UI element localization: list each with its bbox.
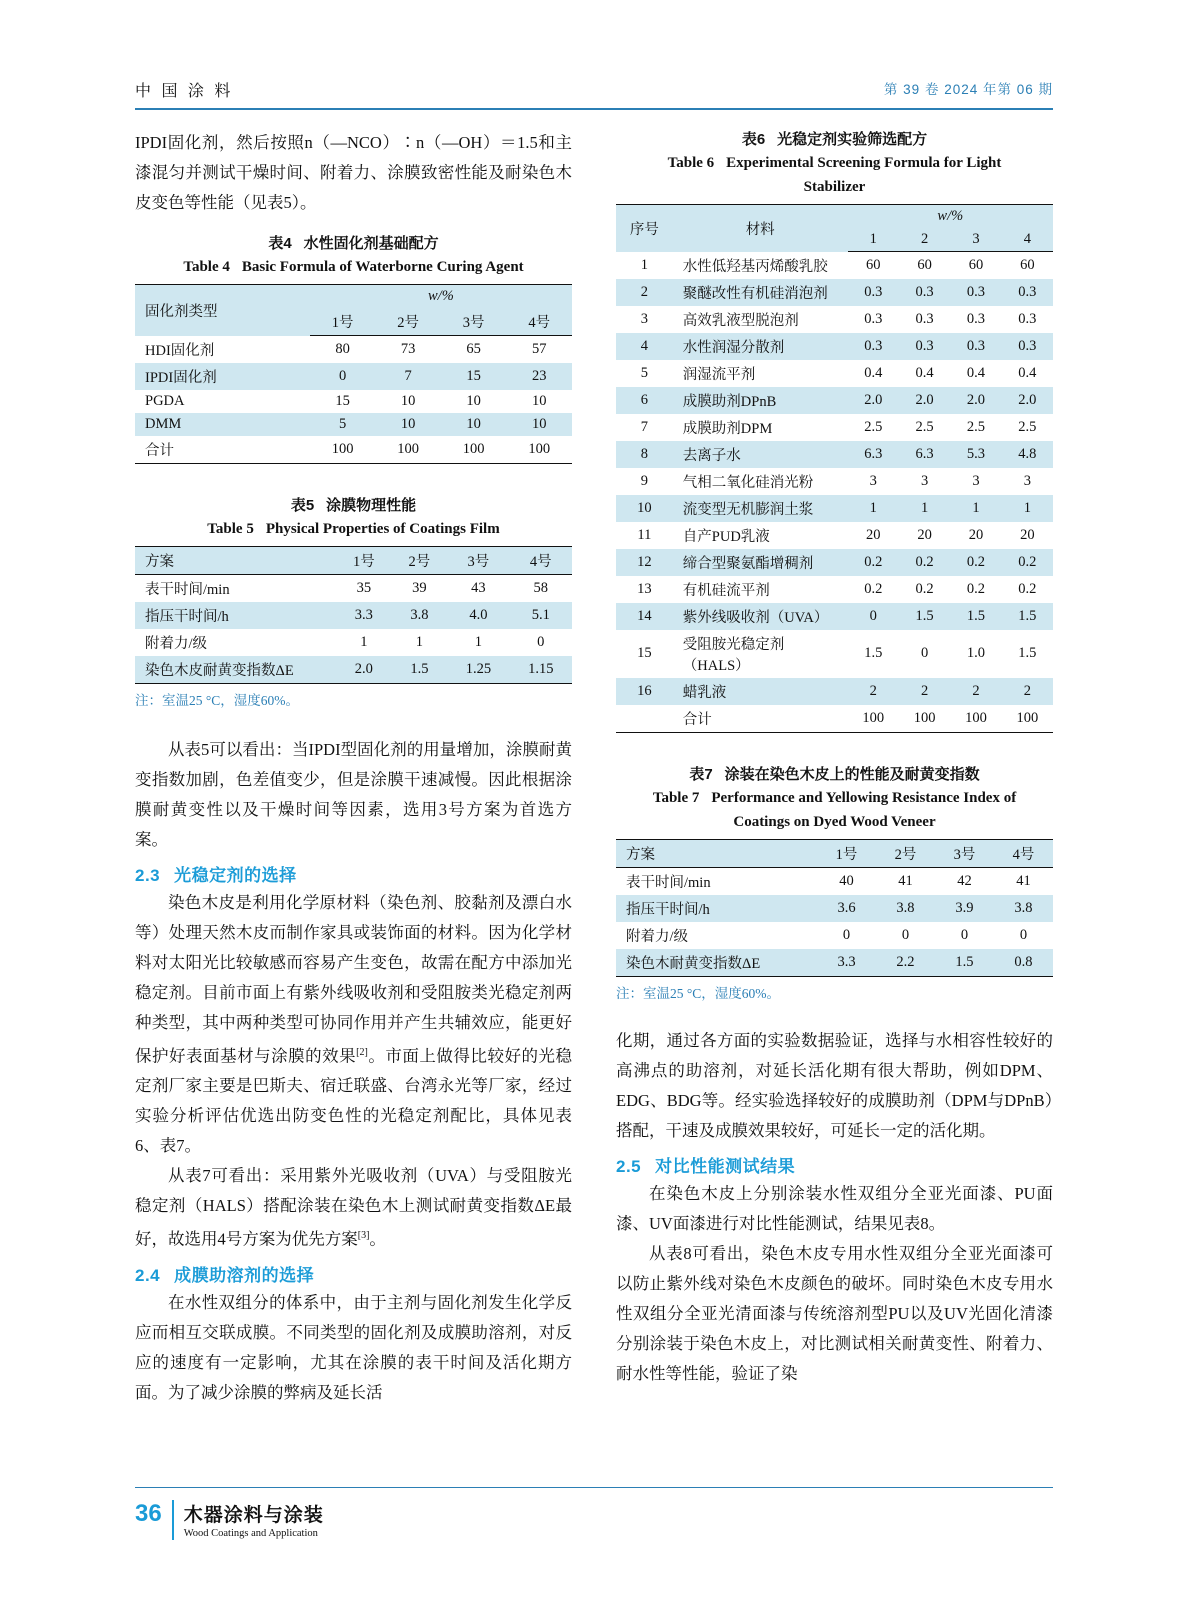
table-7-block bbox=[616, 763, 1053, 1002]
table-4 bbox=[135, 284, 572, 464]
table-7-r2-v3: 3.9 bbox=[935, 895, 994, 922]
table-6-r9-name: 气相二氧化硅消光粉 bbox=[682, 474, 814, 491]
table-6-r2-v2: 0.3 bbox=[899, 279, 950, 306]
table-6-r10-v3: 1 bbox=[950, 495, 1001, 522]
table-4-title-en: Basic Formula of Waterborne Curing Agent bbox=[241, 259, 524, 275]
table-row bbox=[616, 360, 1053, 387]
table-4-r3-v2: 10 bbox=[400, 392, 416, 409]
section-2-3-number: 2.3 bbox=[135, 865, 161, 885]
table-5-r2-name: 指压干时间/h bbox=[135, 602, 336, 629]
table-5-head-main: 方案 bbox=[135, 546, 336, 574]
table-row bbox=[616, 678, 1053, 705]
table-4-r5-name: 合计 bbox=[135, 436, 310, 464]
table-5-title-en: Physical Properties of Coatings Film bbox=[265, 520, 500, 537]
table-4-r2-v4: 23 bbox=[506, 363, 572, 390]
table-6-label-en: Table 6 bbox=[667, 155, 715, 171]
table-6-r16-v2: 2 bbox=[899, 678, 950, 705]
table-6-r5-name: 润湿流平剂 bbox=[682, 366, 756, 383]
paragraph-1: IPDI固化剂，然后按照n（—NCO）∶n（—OH）＝1.5和主漆混匀并测试干燥时间、附着力、涂膜致密性能及耐染色木皮变色等性能（见表5）。 bbox=[135, 133, 573, 212]
section-heading-2-4 bbox=[135, 1261, 572, 1286]
table-6-r15-v2: 0 bbox=[920, 645, 929, 661]
table-5-r1-v3: 43 bbox=[471, 579, 486, 596]
table-4-caption bbox=[135, 232, 572, 279]
table-6-block bbox=[616, 128, 1053, 733]
table-6-col-1: 1 bbox=[848, 228, 899, 252]
footer-title bbox=[184, 1500, 324, 1539]
section-2-5-number: 2.5 bbox=[616, 1156, 642, 1176]
reference-2: [2] bbox=[356, 1046, 368, 1058]
table-6-col-2: 2 bbox=[899, 228, 950, 252]
table-4-r3-name: PGDA bbox=[145, 392, 185, 409]
table-6-r4-name: 水性润湿分散剂 bbox=[673, 333, 848, 360]
table-6-r3-v1: 0.3 bbox=[864, 310, 883, 327]
table-row bbox=[616, 522, 1053, 549]
paragraph-2: 从表5可以看出：当IPDI型固化剂的用量增加，涂膜耐黄变指数加剧，色差值变少，但是涂膜干速减慢。因此根据涂膜耐黄变性以及干燥时间等因素，选用3号方案为首选方案。 bbox=[135, 739, 572, 849]
table-6-r13-v2: 0.2 bbox=[915, 580, 934, 597]
table-6-r17-name: 合计 bbox=[673, 705, 848, 733]
table-4-r4-v3: 10 bbox=[441, 413, 507, 436]
table-7-label-cn: 表7 bbox=[689, 765, 713, 783]
table-6-r2-name: 聚醚改性有机硅消泡剂 bbox=[673, 279, 848, 306]
table-6-r2-no: 2 bbox=[616, 279, 673, 306]
page-number: 36 bbox=[135, 1500, 162, 1527]
table-6-r10-no: 10 bbox=[616, 495, 673, 522]
table-row bbox=[616, 495, 1053, 522]
table-6-r3-v4: 0.3 bbox=[1018, 310, 1037, 327]
table-6-r14-no: 14 bbox=[616, 603, 673, 630]
table-6-r17-v4: 100 bbox=[1002, 705, 1053, 733]
table-6-r5-v1: 0.4 bbox=[864, 364, 883, 381]
table-6-r11-v3: 20 bbox=[968, 526, 984, 543]
table-6-r16-v4: 2 bbox=[1002, 678, 1053, 705]
table-6-r7-v4: 2.5 bbox=[1018, 418, 1037, 435]
table-6-r8-v2: 6.3 bbox=[899, 441, 950, 468]
table-6-r8-v3: 5.3 bbox=[950, 441, 1001, 468]
table-7-col-1: 1号 bbox=[817, 839, 876, 867]
table-6-r12-no: 12 bbox=[616, 549, 673, 576]
journal-name: 中 国 涂 料 bbox=[135, 83, 234, 100]
table-7-head-main: 方案 bbox=[616, 839, 817, 867]
table-row bbox=[135, 574, 572, 602]
table-6-r5-v4: 0.4 bbox=[1018, 364, 1037, 381]
table-row bbox=[135, 436, 572, 464]
section-2-4-number: 2.4 bbox=[135, 1265, 161, 1285]
table-7-r3-v3: 0 bbox=[960, 926, 969, 943]
table-6-r9-no: 9 bbox=[640, 472, 649, 489]
table-5-r3-v2: 1 bbox=[415, 633, 424, 650]
table-6-r7-name: 成膜助剂DPM bbox=[682, 420, 773, 437]
table-row bbox=[135, 629, 572, 656]
table-4-r5-v3: 100 bbox=[441, 436, 507, 464]
issue-info: 第 39 卷 2024 年第 06 期 bbox=[883, 82, 1053, 97]
table-7-r4-name: 染色木耐黄变指数ΔE bbox=[616, 949, 817, 977]
table-5-block bbox=[135, 494, 572, 709]
table-5-r2-v2: 3.8 bbox=[392, 602, 448, 629]
paragraph-4 bbox=[135, 1161, 572, 1255]
table-6-r3-name: 高效乳液型脱泡剂 bbox=[682, 312, 799, 329]
table-row bbox=[616, 922, 1053, 949]
footer-divider bbox=[135, 1487, 1053, 1488]
table-4-head-unit: w/% bbox=[310, 285, 572, 309]
table-6-r9-v3: 3 bbox=[972, 472, 980, 489]
table-6-r2-v4: 0.3 bbox=[1002, 279, 1053, 306]
table-4-col-1: 1号 bbox=[310, 308, 376, 336]
table-6-r6-name: 成膜助剂DPnB bbox=[673, 387, 848, 414]
table-4-head-type: 固化剂类型 bbox=[135, 285, 310, 336]
table-6-r11-v4: 20 bbox=[1020, 526, 1035, 543]
table-4-r5-v1: 100 bbox=[310, 436, 376, 464]
table-6-r4-v3: 0.3 bbox=[950, 333, 1001, 360]
table-6-r10-v4: 1 bbox=[1002, 495, 1053, 522]
table-7-note: 注：室温25 °C，湿度60%。 bbox=[616, 985, 781, 1001]
section-heading-2-5 bbox=[616, 1152, 1053, 1177]
header-divider bbox=[135, 108, 1053, 110]
table-row bbox=[135, 285, 572, 309]
table-6-r1-v4: 60 bbox=[1020, 256, 1035, 273]
table-row bbox=[135, 390, 572, 413]
table-6-r8-no: 8 bbox=[616, 441, 673, 468]
paragraph-6: 化期，通过各方面的实验数据验证，选择与水相容性较好的高沸点的助溶剂，对延长活化期有很大帮助，例如DPM、EDG、BDG等。经实验选择较好的成膜助剂（DPM与DPnB）搭配，干速及成膜效果较好，可延长一定的活化期。 bbox=[616, 1030, 1053, 1140]
table-4-r3-v1: 15 bbox=[335, 392, 350, 409]
table-5-col-4: 4号 bbox=[510, 546, 572, 574]
table-7-title-en: Performance and Yellowing Resistance Index of Coatings on Dyed Wood Veneer bbox=[711, 789, 1017, 830]
table-6-r9-v4: 3 bbox=[1023, 472, 1031, 489]
table-row bbox=[616, 441, 1053, 468]
page-footer bbox=[135, 1500, 1053, 1540]
footer-title-cn: 木器涂料与涂装 bbox=[183, 1505, 324, 1526]
table-6-r1-no: 1 bbox=[640, 256, 649, 273]
table-5-r4-v1: 2.0 bbox=[336, 656, 392, 684]
table-4-title-cn: 水性固化剂基础配方 bbox=[303, 235, 439, 252]
table-7-r1-v1: 40 bbox=[839, 872, 854, 889]
table-4-col-2: 2号 bbox=[375, 308, 441, 336]
table-6-r7-v2: 2.5 bbox=[915, 418, 934, 435]
table-row bbox=[616, 867, 1053, 895]
table-5-label-en: Table 5 bbox=[207, 520, 254, 537]
paragraph-3-main: 染色木皮是利用化学原材料（染色剂、胶黏剂及漂白水等）处理天然木皮而制作家具或装饰面的材料。因为化学材料对太阳光比较敏感而容易产生变色，故需在配方中添加光稳定剂。目前市面上有紫外线吸收剂和受阻胺类光稳定剂两种类型，其中两种类型可协同作用并产生共辅效应，能更好保护好表面基材与涂膜的效果 bbox=[135, 892, 572, 1065]
table-6-r17-v1: 100 bbox=[848, 705, 899, 733]
table-6-r15-v1: 1.5 bbox=[864, 645, 883, 661]
table-7-r2-v2: 3.8 bbox=[876, 895, 935, 922]
table-6-r15-name: 受阻胺光稳定剂（HALS） bbox=[682, 636, 785, 674]
table-6-r7-v1: 2.5 bbox=[864, 418, 883, 435]
paragraph-3 bbox=[135, 888, 572, 1162]
table-4-col-4: 4号 bbox=[506, 308, 572, 336]
table-6-r13-v1: 0.2 bbox=[864, 580, 883, 597]
page-header bbox=[135, 78, 1053, 101]
table-6-title-cn: 光稳定剂实验筛选配方 bbox=[777, 131, 928, 148]
table-6-r10-name: 流变型无机膨润土浆 bbox=[673, 495, 848, 522]
table-6-r6-no: 6 bbox=[616, 387, 673, 414]
section-heading-2-3 bbox=[135, 861, 572, 886]
table-6-r8-name: 去离子水 bbox=[673, 441, 848, 468]
table-6-r9-v2: 3 bbox=[920, 472, 929, 489]
table-7-r4-v3: 1.5 bbox=[935, 949, 994, 977]
table-4-block bbox=[135, 232, 572, 464]
table-6-r12-v1: 0.2 bbox=[848, 549, 899, 576]
table-5-r4-v4: 1.15 bbox=[510, 656, 572, 684]
table-4-r3-v4: 10 bbox=[531, 392, 547, 409]
table-6-r13-no: 13 bbox=[637, 580, 652, 597]
table-row bbox=[616, 630, 1053, 678]
table-5-col-2: 2号 bbox=[392, 546, 448, 574]
table-4-r2-v3: 15 bbox=[441, 363, 507, 390]
paragraph-4-main: 从表7可看出：采用紫外光吸收剂（UVA）与受阻胺光稳定剂（HALS）搭配涂装在染色木上测试耐黄变指数ΔE最好，故选用4号方案为优先方案 bbox=[135, 1166, 572, 1249]
table-5-r4-v3: 1.25 bbox=[447, 656, 509, 684]
table-6-r11-v2: 20 bbox=[917, 526, 932, 543]
table-6-r5-no: 5 bbox=[640, 364, 649, 381]
table-4-r1-v3: 65 bbox=[466, 340, 481, 357]
table-row bbox=[135, 602, 572, 629]
paragraph-3-cont: 。市面上做得比较好的光稳定剂厂家主要是巴斯夫、宿迁联盛、台湾永光等厂家，经过实验分析评估优选出防变色性的光稳定剂配比，具体见表6、表7。 bbox=[135, 1046, 573, 1155]
table-6-r16-v3: 2 bbox=[950, 678, 1001, 705]
table-6-r3-no: 3 bbox=[640, 310, 649, 327]
footer-title-en: Wood Coatings and Application bbox=[183, 1528, 318, 1539]
table-7-r3-v2: 0 bbox=[901, 926, 910, 943]
table-5-note: 注：室温25 °C，湿度60%。 bbox=[135, 692, 300, 708]
table-6-r6-v4: 2.0 bbox=[1002, 387, 1053, 414]
table-4-r1-v1: 80 bbox=[335, 340, 350, 357]
table-4-r1-name: HDI固化剂 bbox=[145, 342, 215, 359]
table-6-r17-v3: 100 bbox=[950, 705, 1001, 733]
table-row bbox=[616, 705, 1053, 733]
table-row bbox=[135, 413, 572, 436]
table-6-r8-v1: 6.3 bbox=[848, 441, 899, 468]
paragraph-5: 在水性双组分的体系中，由于主剂与固化剂发生化学反应而相互交联成膜。不同类型的固化剂及成膜助溶剂，对反应的速度有一定影响，尤其在涂膜的表干时间及活化期方面。为了减少涂膜的弊病及延长活 bbox=[135, 1292, 572, 1402]
table-7-label-en: Table 7 bbox=[652, 789, 700, 806]
table-4-r4-v1: 5 bbox=[310, 413, 376, 436]
table-6-r1-v3: 60 bbox=[968, 256, 984, 273]
reference-3: [3] bbox=[357, 1230, 370, 1241]
table-6-r13-name: 有机硅流平剂 bbox=[682, 582, 770, 599]
table-4-r4-name: DMM bbox=[135, 413, 310, 436]
table-6-r14-v1: 0 bbox=[848, 603, 899, 630]
table-6-r2-v3: 0.3 bbox=[950, 279, 1001, 306]
table-5 bbox=[135, 546, 572, 684]
table-6-r8-v4: 4.8 bbox=[1002, 441, 1053, 468]
table-6-r15-v3: 1.0 bbox=[966, 645, 986, 661]
table-6-r5-v2: 0.4 bbox=[915, 364, 934, 381]
table-5-title-cn: 涂膜物理性能 bbox=[326, 496, 417, 514]
table-6-r17-no bbox=[616, 705, 673, 733]
table-row bbox=[135, 336, 572, 363]
table-row bbox=[616, 414, 1053, 441]
table-6-r6-v1: 2.0 bbox=[848, 387, 899, 414]
table-6-r4-v1: 0.3 bbox=[848, 333, 899, 360]
table-6-col-4: 4 bbox=[1002, 228, 1053, 252]
table-7-r1-name: 表干时间/min bbox=[626, 874, 711, 891]
table-4-r2-name: IPDI固化剂 bbox=[135, 363, 310, 390]
table-6-r12-v4: 0.2 bbox=[1002, 549, 1053, 576]
table-4-r1-v2: 73 bbox=[400, 340, 416, 357]
table-6-r4-no: 4 bbox=[616, 333, 673, 360]
table-4-r5-v4: 100 bbox=[506, 436, 572, 464]
table-5-col-1: 1号 bbox=[336, 546, 392, 574]
table-4-r4-v2: 10 bbox=[375, 413, 441, 436]
table-7-r2-v4: 3.8 bbox=[994, 895, 1053, 922]
table-6-r7-no: 7 bbox=[640, 418, 649, 435]
table-6-r13-v4: 0.2 bbox=[1018, 580, 1037, 597]
table-5-r1-v2: 39 bbox=[412, 579, 427, 596]
table-row bbox=[616, 949, 1053, 977]
table-4-r1-v4: 57 bbox=[531, 340, 547, 357]
table-row bbox=[616, 603, 1053, 630]
table-6-r12-v3: 0.2 bbox=[950, 549, 1001, 576]
table-5-r3-v4: 0 bbox=[537, 633, 545, 650]
table-7-col-2: 2号 bbox=[876, 839, 935, 867]
table-6-r7-v3: 2.5 bbox=[966, 418, 986, 435]
table-5-r4-name: 染色木皮耐黄变指数ΔE bbox=[135, 656, 336, 684]
right-column bbox=[616, 128, 1053, 1389]
table-6-r3-v2: 0.3 bbox=[915, 310, 934, 327]
table-5-r1-v1: 35 bbox=[356, 579, 372, 596]
table-6-r5-v3: 0.4 bbox=[966, 364, 986, 381]
table-5-r2-v4: 5.1 bbox=[510, 602, 572, 629]
table-6-r10-v2: 1 bbox=[899, 495, 950, 522]
table-7-r1-v2: 41 bbox=[898, 872, 913, 889]
table-6-title-en: Experimental Screening Formula for Light Stabilizer bbox=[726, 155, 1002, 195]
table-5-r1-name: 表干时间/min bbox=[145, 581, 230, 598]
paragraph-8: 从表8可看出，染色木皮专用水性双组分全亚光面漆可以防止紫外线对染色木皮颜色的破坏。同时染色木皮专用水性双组分全亚光清面漆与传统溶剂型PU以及UV光固化清漆分别涂装于染色木皮上，对比测试相关耐黄变性、附着力、耐水性等性能，验证了染 bbox=[616, 1243, 1053, 1383]
table-row bbox=[616, 839, 1053, 867]
table-row bbox=[616, 576, 1053, 603]
table-5-caption bbox=[135, 494, 572, 541]
table-row bbox=[616, 252, 1053, 279]
paragraph-4-cont: 。 bbox=[369, 1229, 386, 1249]
table-5-r4-v2: 1.5 bbox=[392, 656, 448, 684]
table-row bbox=[616, 895, 1053, 922]
table-5-r3-v1: 1 bbox=[360, 633, 368, 650]
table-row bbox=[616, 279, 1053, 306]
table-5-r3-name: 附着力/级 bbox=[145, 635, 208, 652]
table-6-r11-v1: 20 bbox=[866, 526, 881, 543]
paragraph-7: 在染色木皮上分别涂装水性双组分全亚光面漆、PU面漆、UV面漆进行对比性能测试，结果见表8。 bbox=[616, 1183, 1053, 1233]
table-5-r2-v1: 3.3 bbox=[336, 602, 392, 629]
table-6-r2-v1: 0.3 bbox=[848, 279, 899, 306]
table-5-r3-v3: 1 bbox=[474, 633, 483, 650]
table-6 bbox=[616, 204, 1053, 733]
table-4-label-cn: 表4 bbox=[268, 235, 292, 252]
table-row bbox=[616, 205, 1053, 229]
table-7-r3-v4: 0 bbox=[1019, 926, 1028, 943]
table-6-r6-v2: 2.0 bbox=[899, 387, 950, 414]
table-row bbox=[616, 306, 1053, 333]
table-7-r1-v3: 42 bbox=[957, 872, 972, 889]
table-4-col-3: 3号 bbox=[441, 308, 507, 336]
table-row bbox=[616, 549, 1053, 576]
table-6-label-cn: 表6 bbox=[741, 131, 766, 148]
table-7-r1-v4: 41 bbox=[1016, 872, 1031, 889]
table-row bbox=[616, 333, 1053, 360]
section-2-3-title: 光稳定剂的选择 bbox=[174, 865, 297, 885]
table-4-r5-v2: 100 bbox=[375, 436, 441, 464]
table-7-caption bbox=[616, 763, 1053, 834]
table-6-r11-no: 11 bbox=[637, 526, 652, 543]
table-6-head-mat: 材料 bbox=[673, 205, 848, 252]
table-6-r13-v3: 0.2 bbox=[966, 580, 986, 597]
table-6-r15-no: 15 bbox=[637, 645, 652, 661]
table-6-r12-name: 缔合型聚氨酯增稠剂 bbox=[673, 549, 848, 576]
table-7 bbox=[616, 839, 1053, 977]
footer-bar bbox=[172, 1500, 174, 1540]
table-6-r14-v2: 1.5 bbox=[899, 603, 950, 630]
table-6-head-unit: w/% bbox=[848, 205, 1053, 229]
table-6-r10-v1: 1 bbox=[848, 495, 899, 522]
table-4-r3-v3: 10 bbox=[466, 392, 481, 409]
table-6-col-3: 3 bbox=[950, 228, 1001, 252]
table-7-title-cn: 涂装在染色木皮上的性能及耐黄变指数 bbox=[724, 765, 980, 783]
table-7-r4-v4: 0.8 bbox=[994, 949, 1053, 977]
table-6-r14-name: 紫外线吸收剂（UVA） bbox=[673, 603, 848, 630]
table-5-r1-v4: 58 bbox=[533, 579, 549, 596]
table-7-r2-v1: 3.6 bbox=[817, 895, 876, 922]
table-6-r4-v2: 0.3 bbox=[899, 333, 950, 360]
table-4-r2-v2: 7 bbox=[375, 363, 441, 390]
table-7-r3-v1: 0 bbox=[842, 926, 851, 943]
table-5-col-3: 3号 bbox=[447, 546, 509, 574]
section-2-5-title: 对比性能测试结果 bbox=[655, 1156, 796, 1176]
table-7-r3-name: 附着力/级 bbox=[626, 928, 689, 945]
table-6-r16-no: 16 bbox=[616, 678, 673, 705]
table-7-r4-v1: 3.3 bbox=[817, 949, 876, 977]
table-7-r4-v2: 2.2 bbox=[876, 949, 935, 977]
table-row bbox=[135, 656, 572, 684]
table-6-r15-v4: 1.5 bbox=[1018, 645, 1037, 661]
table-6-r9-v1: 3 bbox=[869, 472, 877, 489]
table-row bbox=[135, 546, 572, 574]
table-6-r6-v3: 2.0 bbox=[950, 387, 1001, 414]
table-6-head-no: 序号 bbox=[616, 205, 673, 252]
table-6-r3-v3: 0.3 bbox=[966, 310, 986, 327]
table-7-col-4: 4号 bbox=[994, 839, 1053, 867]
table-4-r2-v1: 0 bbox=[310, 363, 376, 390]
table-6-r17-v2: 100 bbox=[899, 705, 950, 733]
table-row bbox=[616, 468, 1053, 495]
table-6-r1-name: 水性低羟基丙烯酸乳胶 bbox=[682, 258, 828, 275]
table-7-col-3: 3号 bbox=[935, 839, 994, 867]
table-4-label-en: Table 4 bbox=[183, 259, 230, 275]
table-6-r14-v4: 1.5 bbox=[1002, 603, 1053, 630]
table-6-r16-name: 蜡乳液 bbox=[673, 678, 848, 705]
table-row bbox=[135, 363, 572, 390]
table-6-r1-v2: 60 bbox=[917, 256, 932, 273]
table-7-r2-name: 指压干时间/h bbox=[616, 895, 817, 922]
section-2-4-title: 成膜助溶剂的选择 bbox=[174, 1265, 315, 1285]
table-6-r16-v1: 2 bbox=[848, 678, 899, 705]
table-6-r4-v4: 0.3 bbox=[1002, 333, 1053, 360]
table-6-r1-v1: 60 bbox=[866, 256, 881, 273]
table-5-label-cn: 表5 bbox=[290, 496, 315, 514]
table-row bbox=[616, 387, 1053, 414]
table-5-r2-v3: 4.0 bbox=[447, 602, 509, 629]
left-column bbox=[135, 128, 572, 1408]
table-4-r4-v4: 10 bbox=[506, 413, 572, 436]
table-6-r12-v2: 0.2 bbox=[899, 549, 950, 576]
table-6-r11-name: 自产PUD乳液 bbox=[682, 528, 770, 545]
table-6-r14-v3: 1.5 bbox=[950, 603, 1001, 630]
table-6-caption bbox=[616, 128, 1053, 199]
